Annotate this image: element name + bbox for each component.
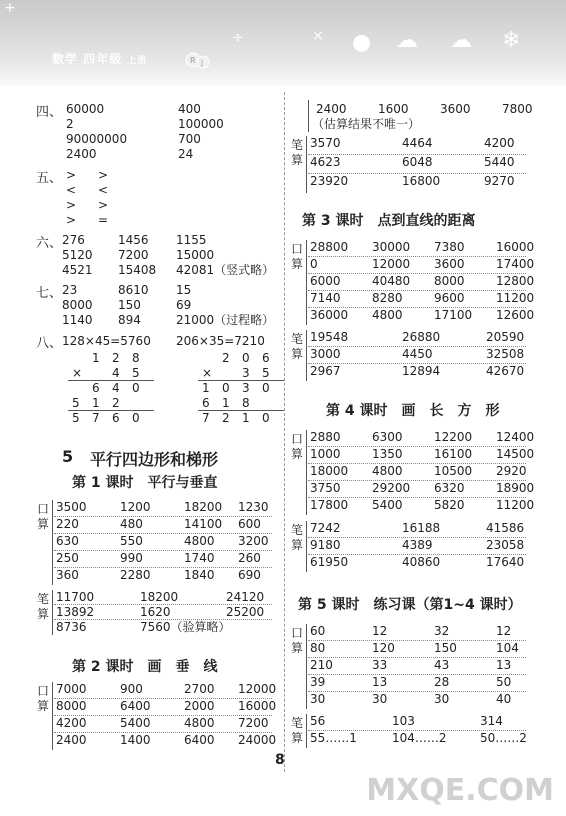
vertical-calc-2-digit: 1 bbox=[242, 411, 250, 425]
divide-decoration-icon: ÷ bbox=[232, 30, 244, 46]
q4-cell: 24 bbox=[178, 147, 194, 161]
lesson-1-written-cell: 8736 bbox=[56, 620, 87, 634]
lesson-5-oral-cell: 80 bbox=[310, 641, 326, 655]
chapter-title: 平行四边形和梯形 bbox=[90, 450, 219, 469]
vertical-calc-2-digit: 6 bbox=[202, 396, 210, 410]
q7-cell: 8610 bbox=[118, 283, 149, 297]
volume-label: 上册 bbox=[127, 56, 148, 66]
lesson-3-written-cell: 19548 bbox=[310, 330, 349, 344]
carry-over-written-cell: 6048 bbox=[402, 155, 433, 169]
grade-label: 四年级 bbox=[83, 52, 123, 66]
q7-cell: 15 bbox=[176, 283, 192, 297]
lesson-3-oral-rule bbox=[308, 273, 526, 274]
lesson-2-oral-cell: 1400 bbox=[120, 733, 151, 747]
q7-cell: 21000（过程略） bbox=[176, 313, 275, 327]
plus-decoration-icon: + bbox=[4, 0, 16, 16]
q5-cell: < bbox=[66, 183, 77, 197]
vertical-calc-2-digit: 0 bbox=[242, 351, 250, 365]
carry-over-cell: 3600 bbox=[440, 102, 471, 116]
lesson-1-written-side-label: 笔 bbox=[36, 592, 49, 606]
lesson-5-oral-rule bbox=[308, 691, 526, 692]
lesson-5-written-cell: 55……1 bbox=[310, 731, 357, 745]
q6-cell: 7200 bbox=[118, 248, 149, 262]
q5-cell: > bbox=[66, 168, 77, 182]
lesson-5-written-cell: 103 bbox=[392, 714, 415, 728]
lesson-2-title: 第 2 课时 画 垂 线 bbox=[72, 659, 218, 675]
vertical-calc-2-rule bbox=[198, 410, 284, 411]
q6-cell: 1456 bbox=[118, 233, 149, 247]
carry-over-written-cell: 5440 bbox=[484, 155, 515, 169]
vertical-calc-1-digit: 6 bbox=[92, 381, 100, 395]
lesson-5-written-cell: 50……2 bbox=[480, 731, 527, 745]
lesson-1-title: 第 1 课时 平行与垂直 bbox=[72, 475, 218, 491]
lesson-2-oral-bar bbox=[52, 682, 53, 750]
q6-cell: 4521 bbox=[62, 263, 93, 277]
lesson-1-oral-cell: 1230 bbox=[238, 500, 269, 514]
lesson-4-written-cell: 7242 bbox=[310, 521, 341, 535]
lesson-4-written-cell: 16188 bbox=[402, 521, 441, 535]
lesson-1-oral-cell: 14100 bbox=[184, 517, 223, 531]
vertical-calc-2-digit: 0 bbox=[262, 411, 270, 425]
q4-cell: 100000 bbox=[178, 117, 224, 131]
lesson-3-oral-cell: 30000 bbox=[372, 240, 411, 254]
watermark: MXQE.COM bbox=[366, 773, 554, 808]
lesson-3-oral-cell: 17100 bbox=[434, 308, 473, 322]
lesson-2-oral-cell: 16000 bbox=[238, 699, 277, 713]
times-decoration-icon: × bbox=[312, 28, 324, 44]
lesson-1-oral-cell: 1740 bbox=[184, 551, 215, 565]
lesson-5-written-side-label: 笔 bbox=[290, 716, 303, 730]
lesson-5-oral-cell: 40 bbox=[496, 692, 512, 706]
lesson-2-oral-cell: 24000 bbox=[238, 733, 277, 747]
lesson-2-oral-cell: 4200 bbox=[56, 716, 87, 730]
lesson-5-oral-cell: 50 bbox=[496, 675, 512, 689]
carry-over-written-side-label: 算 bbox=[290, 153, 303, 167]
lesson-5-oral-cell: 30 bbox=[372, 692, 388, 706]
q6-cell: 42081（竖式略） bbox=[176, 263, 275, 277]
svg-text:J: J bbox=[201, 59, 204, 67]
lesson-4-oral-cell: 14500 bbox=[496, 447, 535, 461]
q5-label: 五、 bbox=[36, 171, 63, 186]
q6-label: 六、 bbox=[36, 236, 63, 251]
lesson-3-written-cell: 42670 bbox=[486, 364, 525, 378]
vertical-calc-2-digit: 8 bbox=[242, 396, 250, 410]
vertical-calc-2-digit: 1 bbox=[202, 381, 210, 395]
lesson-5-oral-rule bbox=[308, 657, 526, 658]
vertical-calc-2-digit: 5 bbox=[262, 366, 270, 380]
lesson-5-oral-cell: 43 bbox=[434, 658, 450, 672]
vertical-calc-1-digit: 1 bbox=[92, 396, 100, 410]
vertical-calc-1-digit: 4 bbox=[112, 366, 120, 380]
lesson-4-oral-rule bbox=[308, 480, 526, 481]
rj-logo-icon bbox=[185, 50, 211, 70]
lesson-4-oral-cell: 10500 bbox=[434, 464, 473, 478]
subject-label: 数学 bbox=[52, 52, 79, 66]
lesson-5-oral-bar bbox=[306, 624, 307, 709]
lesson-3-oral-side-label: 算 bbox=[290, 257, 303, 271]
estimate-note: （估算结果不唯一） bbox=[312, 117, 421, 131]
lesson-2-oral-cell: 8000 bbox=[56, 699, 87, 713]
carry-over-cell: 1600 bbox=[378, 102, 409, 116]
lesson-3-written-cell: 32508 bbox=[486, 347, 525, 361]
lesson-4-written-cell: 9180 bbox=[310, 538, 341, 552]
q5-cell: > bbox=[98, 168, 109, 182]
lesson-1-written-cell: 25200 bbox=[226, 605, 265, 619]
page-header bbox=[0, 0, 566, 86]
lesson-5-oral-cell: 104 bbox=[496, 641, 519, 655]
vertical-calc-2-digit: 1 bbox=[222, 396, 230, 410]
vertical-calc-1-digit: 2 bbox=[112, 396, 120, 410]
chapter-number: 5 bbox=[62, 447, 74, 466]
carry-over-written-cell: 9270 bbox=[484, 174, 515, 188]
vertical-calc-1-digit: × bbox=[72, 366, 83, 380]
lesson-1-written-bar bbox=[52, 590, 53, 635]
lesson-5-written-side-label: 算 bbox=[290, 731, 303, 745]
lesson-1-written-cell: 18200 bbox=[140, 590, 179, 604]
lesson-1-oral-cell: 260 bbox=[238, 551, 261, 565]
lesson-3-oral-cell: 17400 bbox=[496, 257, 535, 271]
lesson-4-oral-rule bbox=[308, 446, 526, 447]
lesson-3-oral-rule bbox=[308, 256, 526, 257]
lesson-3-oral-cell: 12600 bbox=[496, 308, 535, 322]
lesson-4-written-side-label: 笔 bbox=[290, 523, 303, 537]
lesson-4-written-side-label: 算 bbox=[290, 538, 303, 552]
lesson-4-oral-cell: 17800 bbox=[310, 498, 349, 512]
vertical-calc-2-digit: 7 bbox=[202, 411, 210, 425]
lesson-5-oral-cell: 150 bbox=[434, 641, 457, 655]
q7-cell: 894 bbox=[118, 313, 141, 327]
lesson-3-written-cell: 26880 bbox=[402, 330, 441, 344]
q4-cell: 90000000 bbox=[66, 132, 128, 146]
q5-cell: < bbox=[98, 183, 109, 197]
lesson-3-oral-cell: 12000 bbox=[372, 257, 411, 271]
page-number: 8 bbox=[275, 752, 285, 768]
lesson-1-oral-cell: 630 bbox=[56, 534, 79, 548]
lesson-5-oral-cell: 60 bbox=[310, 624, 326, 638]
vertical-calc-1-digit: 8 bbox=[132, 351, 140, 365]
equation-2: 206×35=7210 bbox=[176, 334, 265, 348]
lesson-3-oral-cell: 0 bbox=[310, 257, 318, 271]
q5-cell: > bbox=[98, 198, 109, 212]
lesson-4-oral-cell: 1350 bbox=[372, 447, 403, 461]
vertical-calc-2-digit: 0 bbox=[262, 381, 270, 395]
lesson-3-written-cell: 12894 bbox=[402, 364, 441, 378]
lesson-4-oral-cell: 12400 bbox=[496, 430, 535, 444]
q6-cell: 5120 bbox=[62, 248, 93, 262]
q7-cell: 69 bbox=[176, 298, 192, 312]
vertical-calc-1-rule bbox=[68, 410, 154, 411]
lesson-1-oral-cell: 1200 bbox=[120, 500, 151, 514]
q4-cell: 60000 bbox=[66, 102, 105, 116]
lesson-5-written-cell: 104……2 bbox=[392, 731, 447, 745]
lesson-4-title: 第 4 课时 画 长 方 形 bbox=[326, 403, 500, 419]
lesson-5-oral-cell: 12 bbox=[372, 624, 388, 638]
equation-1: 128×45=5760 bbox=[62, 334, 151, 348]
vertical-calc-2-digit: 0 bbox=[222, 381, 230, 395]
lesson-5-oral-cell: 13 bbox=[496, 658, 512, 672]
q4-cell: 2 bbox=[66, 117, 74, 131]
lesson-3-written-bar bbox=[306, 330, 307, 381]
lesson-5-oral-cell: 28 bbox=[434, 675, 450, 689]
vertical-calc-2-rule bbox=[198, 380, 284, 381]
lesson-3-title: 第 3 课时 点到直线的距离 bbox=[302, 213, 476, 229]
lesson-2-oral-cell: 2000 bbox=[184, 699, 215, 713]
lesson-3-written-side-label: 算 bbox=[290, 347, 303, 361]
lesson-5-oral-rule bbox=[308, 674, 526, 675]
lesson-5-oral-cell: 33 bbox=[372, 658, 388, 672]
lesson-1-oral-cell: 2280 bbox=[120, 568, 151, 582]
lesson-4-oral-cell: 1000 bbox=[310, 447, 341, 461]
lesson-4-written-cell: 4389 bbox=[402, 538, 433, 552]
q7-cell: 23 bbox=[62, 283, 78, 297]
lesson-3-written-cell: 2967 bbox=[310, 364, 341, 378]
q4-cell: 700 bbox=[178, 132, 201, 146]
lesson-4-oral-side-label: 算 bbox=[290, 447, 303, 461]
lesson-5-oral-cell: 30 bbox=[310, 692, 326, 706]
lesson-4-oral-cell: 12200 bbox=[434, 430, 473, 444]
lesson-5-oral-side-label: 口 bbox=[290, 626, 303, 640]
lesson-1-oral-cell: 3500 bbox=[56, 500, 87, 514]
lesson-4-oral-cell: 18900 bbox=[496, 481, 535, 495]
vertical-calc-1-digit: 0 bbox=[132, 381, 140, 395]
q4-cell: 400 bbox=[178, 102, 201, 116]
q6-cell: 15000 bbox=[176, 248, 215, 262]
lesson-4-oral-cell: 5820 bbox=[434, 498, 465, 512]
q4-cell: 2400 bbox=[66, 147, 97, 161]
lesson-1-oral-cell: 250 bbox=[56, 551, 79, 565]
sun-icon: ● bbox=[352, 30, 372, 55]
lesson-4-oral-cell: 2920 bbox=[496, 464, 527, 478]
vertical-calc-1-digit: 2 bbox=[112, 351, 120, 365]
lesson-3-oral-rule bbox=[308, 290, 526, 291]
carry-over-cell: 7800 bbox=[502, 102, 533, 116]
vertical-calc-1-digit: 5 bbox=[72, 396, 80, 410]
lesson-5-oral-cell: 39 bbox=[310, 675, 326, 689]
vertical-calc-1-digit: 5 bbox=[132, 366, 140, 380]
lesson-2-oral-cell: 2700 bbox=[184, 682, 215, 696]
lesson-1-written-cell: 1620 bbox=[140, 605, 171, 619]
q7-label: 七、 bbox=[36, 286, 63, 301]
lesson-1-written-cell: 7560（验算略） bbox=[140, 620, 231, 634]
lesson-4-oral-bar bbox=[306, 430, 307, 515]
lesson-3-oral-cell: 12800 bbox=[496, 274, 535, 288]
lesson-1-oral-side-label: 算 bbox=[36, 517, 49, 531]
lesson-3-oral-cell: 11200 bbox=[496, 291, 535, 305]
lesson-1-oral-cell: 480 bbox=[120, 517, 143, 531]
vertical-calc-2-digit: × bbox=[202, 366, 213, 380]
lesson-1-written-side-label: 算 bbox=[36, 607, 49, 621]
lesson-4-oral-cell: 2880 bbox=[310, 430, 341, 444]
lesson-1-oral-side-label: 口 bbox=[36, 502, 49, 516]
lesson-4-oral-cell: 11200 bbox=[496, 498, 535, 512]
carry-over-written-bar bbox=[306, 136, 307, 193]
lesson-2-oral-cell: 4800 bbox=[184, 716, 215, 730]
vertical-calc-2-digit: 6 bbox=[262, 351, 270, 365]
vertical-calc-2-digit: 3 bbox=[242, 381, 250, 395]
lesson-5-oral-cell: 13 bbox=[372, 675, 388, 689]
lesson-3-oral-cell: 9600 bbox=[434, 291, 465, 305]
q8-label: 八、 bbox=[36, 336, 63, 351]
lesson-2-oral-side-label: 口 bbox=[36, 684, 49, 698]
svg-text:R: R bbox=[190, 56, 196, 65]
vertical-calc-2-digit: 2 bbox=[222, 351, 230, 365]
lesson-4-written-cell: 41586 bbox=[486, 521, 525, 535]
lesson-4-written-cell: 23058 bbox=[486, 538, 525, 552]
q4-label: 四、 bbox=[36, 105, 63, 120]
q6-cell: 276 bbox=[62, 233, 85, 247]
q6-cell: 1155 bbox=[176, 233, 207, 247]
lesson-3-oral-cell: 3600 bbox=[434, 257, 465, 271]
vertical-calc-1-digit: 4 bbox=[112, 381, 120, 395]
q6-cell: 15408 bbox=[118, 263, 157, 277]
lesson-1-oral-cell: 1840 bbox=[184, 568, 215, 582]
lesson-4-oral-cell: 29200 bbox=[372, 481, 411, 495]
carry-over-written-cell: 4200 bbox=[484, 136, 515, 150]
lesson-3-oral-cell: 28800 bbox=[310, 240, 349, 254]
q7-cell: 150 bbox=[118, 298, 141, 312]
cloud-rain-icon: ☁ bbox=[450, 28, 472, 53]
cloud-sun-icon: ☁ bbox=[396, 28, 418, 53]
lesson-2-oral-cell: 2400 bbox=[56, 733, 87, 747]
lesson-5-title: 第 5 课时 练习课（第1~4 课时） bbox=[298, 597, 522, 613]
lesson-5-written-cell: 314 bbox=[480, 714, 503, 728]
lesson-4-written-cell: 17640 bbox=[486, 555, 525, 569]
lesson-1-oral-cell: 990 bbox=[120, 551, 143, 565]
column-divider bbox=[284, 92, 285, 772]
lesson-3-oral-cell: 40480 bbox=[372, 274, 411, 288]
lesson-3-oral-bar bbox=[306, 240, 307, 325]
lesson-5-oral-cell: 12 bbox=[496, 624, 512, 638]
vertical-calc-1-digit: 6 bbox=[112, 411, 120, 425]
q5-cell: = bbox=[98, 213, 109, 227]
carry-over-written-cell: 16800 bbox=[402, 174, 441, 188]
lesson-5-written-cell: 56 bbox=[310, 714, 326, 728]
lesson-4-oral-cell: 4800 bbox=[372, 464, 403, 478]
lesson-1-oral-cell: 18200 bbox=[184, 500, 223, 514]
lesson-1-written-cell: 11700 bbox=[56, 590, 95, 604]
lesson-1-oral-cell: 360 bbox=[56, 568, 79, 582]
header-title bbox=[52, 50, 147, 67]
q7-cell: 8000 bbox=[62, 298, 93, 312]
lesson-4-oral-cell: 3750 bbox=[310, 481, 341, 495]
q7-cell: 1140 bbox=[62, 313, 93, 327]
lesson-3-oral-cell: 36000 bbox=[310, 308, 349, 322]
lesson-3-written-cell: 3000 bbox=[310, 347, 341, 361]
carry-over-written-cell: 3570 bbox=[310, 136, 341, 150]
lesson-4-oral-cell: 6300 bbox=[372, 430, 403, 444]
vertical-calc-1-rule bbox=[68, 380, 154, 381]
lesson-1-oral-cell: 690 bbox=[238, 568, 261, 582]
lesson-1-written-cell: 13892 bbox=[56, 605, 95, 619]
lesson-4-oral-cell: 5400 bbox=[372, 498, 403, 512]
lesson-4-oral-cell: 16100 bbox=[434, 447, 473, 461]
vertical-calc-1-digit: 1 bbox=[92, 351, 100, 365]
lesson-1-oral-cell: 4800 bbox=[184, 534, 215, 548]
lesson-1-oral-cell: 550 bbox=[120, 534, 143, 548]
lesson-5-oral-rule bbox=[308, 640, 526, 641]
snowflake-icon: ❄ bbox=[502, 28, 521, 53]
vertical-calc-2-digit: 2 bbox=[222, 411, 230, 425]
lesson-3-oral-cell: 6000 bbox=[310, 274, 341, 288]
lesson-2-oral-cell: 7200 bbox=[238, 716, 269, 730]
lesson-1-written-cell: 24120 bbox=[226, 590, 265, 604]
lesson-3-oral-cell: 8000 bbox=[434, 274, 465, 288]
carry-over-written-side-label: 笔 bbox=[290, 138, 303, 152]
lesson-2-oral-side-label: 算 bbox=[36, 699, 49, 713]
vertical-calc-2-digit: 3 bbox=[242, 366, 250, 380]
lesson-2-oral-cell: 6400 bbox=[184, 733, 215, 747]
lesson-2-oral-cell: 12000 bbox=[238, 682, 277, 696]
carry-over-written-cell: 4623 bbox=[310, 155, 341, 169]
lesson-4-oral-side-label: 口 bbox=[290, 432, 303, 446]
lesson-3-oral-cell: 4800 bbox=[372, 308, 403, 322]
lesson-4-oral-cell: 18000 bbox=[310, 464, 349, 478]
lesson-5-oral-cell: 120 bbox=[372, 641, 395, 655]
lesson-3-oral-cell: 8280 bbox=[372, 291, 403, 305]
carry-over-bar bbox=[308, 100, 309, 132]
vertical-calc-1-digit: 0 bbox=[132, 411, 140, 425]
lesson-2-oral-cell: 7000 bbox=[56, 682, 87, 696]
q5-cell: > bbox=[66, 198, 77, 212]
lesson-4-written-cell: 40860 bbox=[402, 555, 441, 569]
carry-over-written-cell: 23920 bbox=[310, 174, 349, 188]
lesson-2-oral-cell: 900 bbox=[120, 682, 143, 696]
lesson-2-oral-cell: 5400 bbox=[120, 716, 151, 730]
q5-cell: > bbox=[66, 213, 77, 227]
lesson-5-oral-cell: 30 bbox=[434, 692, 450, 706]
lesson-2-oral-cell: 6400 bbox=[120, 699, 151, 713]
lesson-4-written-cell: 61950 bbox=[310, 555, 349, 569]
vertical-calc-1-digit: 7 bbox=[92, 411, 100, 425]
lesson-3-written-side-label: 笔 bbox=[290, 332, 303, 346]
lesson-4-oral-cell: 6320 bbox=[434, 481, 465, 495]
lesson-5-oral-side-label: 算 bbox=[290, 641, 303, 655]
carry-over-written-cell: 4464 bbox=[402, 136, 433, 150]
lesson-5-oral-cell: 210 bbox=[310, 658, 333, 672]
lesson-3-oral-side-label: 口 bbox=[290, 242, 303, 256]
vertical-calc-1-digit: 5 bbox=[72, 411, 80, 425]
lesson-1-oral-cell: 220 bbox=[56, 517, 79, 531]
lesson-1-oral-bar bbox=[52, 500, 53, 585]
lesson-1-oral-cell: 3200 bbox=[238, 534, 269, 548]
lesson-5-written-bar bbox=[306, 714, 307, 748]
lesson-5-oral-cell: 32 bbox=[434, 624, 450, 638]
lesson-4-written-bar bbox=[306, 521, 307, 572]
lesson-3-written-cell: 20590 bbox=[486, 330, 525, 344]
lesson-3-oral-cell: 7380 bbox=[434, 240, 465, 254]
lesson-3-written-cell: 4450 bbox=[402, 347, 433, 361]
carry-over-cell: 2400 bbox=[316, 102, 347, 116]
lesson-1-oral-cell: 600 bbox=[238, 517, 261, 531]
lesson-3-oral-cell: 7140 bbox=[310, 291, 341, 305]
lesson-3-oral-cell: 16000 bbox=[496, 240, 535, 254]
